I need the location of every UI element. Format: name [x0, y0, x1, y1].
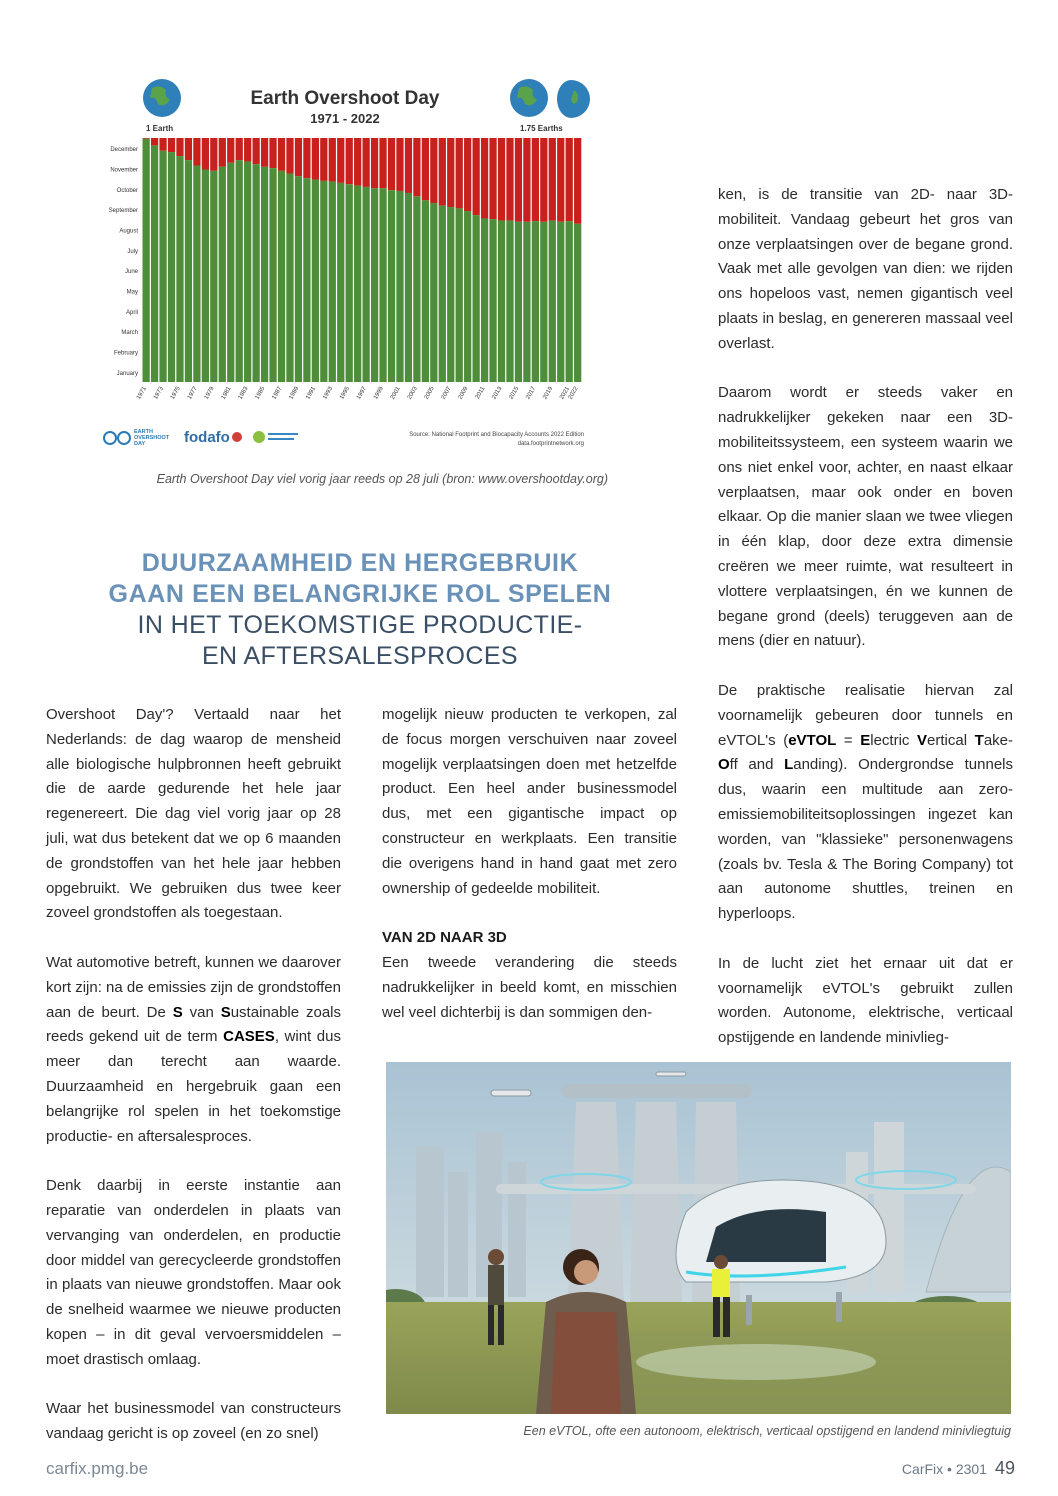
overshootday-link[interactable]: www.overshootday.org — [478, 472, 604, 486]
capacity-bar-1996 — [354, 186, 361, 382]
capacity-bar-1993 — [329, 182, 336, 382]
evtol-term: eVTOL — [788, 731, 837, 749]
overshoot-bar-2008 — [456, 138, 463, 208]
overshoot-bar-2014 — [506, 138, 513, 220]
col2-paragraph-1: mogelijk nieuw producten te verkopen, zal de focus morgen verschuiven naar zoveel mogelijk verplaatsingen doen met hetzelfde product. Een heel ander businessmodel dus, met een gigantische impact op constructeur en werkplaats. Een transitie die overigens hand in hand gaat met zero ownership of gedeelde mobiliteit. — [382, 706, 677, 897]
x-tick-label: 2007 — [440, 386, 453, 401]
globe-icon-left — [143, 79, 181, 117]
x-tick-label: 2019 — [542, 386, 555, 401]
overshoot-bar-2016 — [523, 138, 530, 222]
y-tick-label: September — [108, 208, 138, 215]
article-column-2 — [382, 703, 677, 1025]
x-tick-label: 1993 — [322, 386, 335, 401]
capacity-bar-1976 — [185, 160, 192, 382]
x-tick-label: 2005 — [423, 386, 436, 401]
overshoot-bar-1984 — [253, 138, 260, 164]
capacity-bar-1989 — [295, 176, 302, 382]
col2-paragraph-2: Een tweede verandering die steeds nadrukkelijker in beeld komt, en misschien wel veel dichterbij is dan sommigen den- — [382, 953, 677, 1021]
x-tick-label: 2017 — [525, 386, 538, 401]
globe-icon-right-1 — [510, 79, 548, 117]
chart-caption-end: ) — [603, 472, 608, 486]
x-tick-label: 1997 — [356, 386, 368, 401]
capacity-bar-2016 — [523, 222, 530, 382]
capacity-bar-2007 — [447, 207, 454, 382]
overshoot-bar-1987 — [278, 138, 285, 171]
overshoot-bar-2017 — [532, 138, 539, 221]
col3-paragraph-2: Daarom wordt er steeds vaker en nadrukkelijker gekeken naar een 3D-mobiliteitssysteem, een systeem waarin we ons niet enkel voor, achter, en naast elkaar verplaatsen, maar ook onder en boven elkaar. Op die manier slaan we twee vliegen in één klap, door deze extra dimensie creëren we meer ruimte, wat resulteert in vlottere verplaatsingen, én we kunnen de begane grond (deels) teruggeven aan de mens (dier en natuur). — [718, 384, 1013, 650]
overshoot-bar-1986 — [269, 138, 276, 168]
overshoot-bar-2005 — [430, 138, 437, 203]
y-tick-label: March — [121, 330, 138, 337]
capacity-bar-1975 — [176, 156, 183, 382]
overshoot-bar-2018 — [540, 138, 547, 222]
overshoot-bar-1980 — [219, 138, 226, 167]
capacity-bar-1983 — [244, 161, 251, 382]
capacity-bar-1988 — [286, 174, 293, 382]
overshoot-bar-1975 — [176, 138, 183, 156]
capacity-bar-2011 — [481, 218, 488, 382]
x-tick-label: 2015 — [508, 386, 521, 401]
overshoot-bar-1997 — [363, 138, 370, 187]
subheading-2d-3d: VAN 2D NAAR 3D — [382, 929, 507, 947]
capacity-bar-1986 — [269, 168, 276, 382]
photo-caption: Een eVTOL, ofte een autonoom, elektrisch, verticaal opstijgend en landend minivliegtuig — [523, 1424, 1011, 1438]
svg-text:EARTH: EARTH — [134, 429, 153, 435]
col1-paragraph-1: Overshoot Day'? Vertaald naar het Nederlands: de dag waarop de mensheid alle biologische hulpbronnen heeft gebruikt die de aarde gedurende het hele jaar regenereert. Die dag viel vorig jaar op 28 juli, wat dus betekent dat we op 6 maanden de grondstoffen van het hele jaar hebben opgebruikt. We gebruiken dus twee keer zoveel grondstoffen als toegestaan. — [46, 706, 341, 922]
capacity-bar-2008 — [456, 208, 463, 382]
footer-site-link[interactable]: carfix.pmg.be — [46, 1459, 149, 1478]
overshoot-bar-2002 — [405, 138, 412, 193]
capacity-bar-1974 — [168, 152, 175, 382]
overshoot-bar-1991 — [312, 138, 319, 180]
overshoot-bar-1999 — [379, 138, 386, 188]
overshoot-bar-1995 — [346, 138, 353, 184]
capacity-bar-1991 — [312, 180, 319, 382]
col1-paragraph-3: Denk daarbij in eerste instantie aan reparatie van onderdelen in plaats van vervanging van onderdelen, en productie door middel van gerecycleerde grondstoffen in plaats van nieuwe grondstoffen. Maar ook de snelheid waarmee we nieuwe producten kopen – in dit geval vervoersmiddelen – moet drastisch omlaag. — [46, 1177, 341, 1368]
overshoot-bar-1971 — [143, 138, 150, 139]
overshoot-bar-2007 — [447, 138, 454, 207]
x-tick-label: 2001 — [389, 386, 402, 401]
svg-text:fodafo: fodafo — [184, 429, 230, 446]
x-tick-label: 2022 — [567, 386, 580, 401]
x-tick-label: 1981 — [220, 386, 233, 401]
overshoot-bar-1996 — [354, 138, 361, 186]
overshoot-day-logo — [104, 429, 170, 447]
chart-caption — [100, 472, 608, 486]
overshoot-bar-2003 — [413, 138, 420, 196]
y-tick-label: May — [126, 289, 138, 296]
fodafo-logo — [184, 429, 242, 446]
page-number: 49 — [994, 1458, 1015, 1478]
capacity-bar-1979 — [210, 171, 217, 382]
chart-source-url: data.footprintnetwork.org — [517, 441, 584, 447]
x-tick-label: 2003 — [406, 386, 419, 401]
overshoot-bar-2010 — [473, 138, 480, 215]
x-tick-label: 1991 — [305, 386, 318, 401]
overshoot-bar-2020 — [557, 138, 564, 222]
svg-text:OVERSHOOT: OVERSHOOT — [134, 435, 170, 441]
capacity-bar-1981 — [227, 163, 234, 382]
y-tick-label: July — [127, 248, 138, 255]
overshoot-bar-1994 — [337, 138, 344, 183]
capacity-bar-1980 — [219, 167, 226, 382]
issue-label: CarFix • 2301 — [901, 1461, 987, 1477]
capacity-bar-1995 — [346, 184, 353, 382]
headline-line-2: GAAN EEN BELANGRIJKE ROL SPELEN — [108, 580, 612, 608]
x-tick-label: 1987 — [271, 386, 284, 401]
capacity-bar-1973 — [159, 151, 166, 382]
overshoot-bar-2001 — [396, 138, 403, 191]
overshoot-bar-1988 — [286, 138, 293, 174]
overshoot-bar-2021 — [566, 138, 573, 221]
capacity-bar-2021 — [566, 221, 573, 382]
overshoot-bar-1974 — [168, 138, 175, 152]
y-tick-label: February — [113, 350, 138, 357]
overshoot-chart-svg — [100, 72, 590, 462]
x-tick-label: 1983 — [237, 386, 250, 401]
capacity-bar-1998 — [371, 188, 378, 382]
overshoot-bar-1993 — [329, 138, 336, 182]
y-tick-label: June — [124, 269, 138, 276]
overshoot-bar-1982 — [236, 138, 243, 160]
capacity-bar-2002 — [405, 193, 412, 382]
x-tick-label: 2021 — [559, 386, 572, 401]
overshoot-bar-1979 — [210, 138, 217, 171]
overshoot-bar-2004 — [422, 138, 429, 200]
capacity-bar-2015 — [515, 222, 522, 382]
x-tick-label: 1975 — [169, 386, 182, 401]
y-tick-label: April — [125, 309, 138, 316]
col3-paragraph-1: ken, is de transitie van 2D- naar 3D-mobiliteit. Vandaag gebeurt het gros van onze verplaatsingen over de begane grond. Vaak met alle gevolgen van dien: we rijden ons hopeloos vast, nemen gigantisch veel plaats in beslag, en genereren massaal veel overlast. — [718, 186, 1013, 352]
overshoot-bar-2015 — [515, 138, 522, 222]
col3-paragraph-4: In de lucht ziet het ernaar uit dat er voornamelijk eVTOL's gebruikt zullen worden. Autonome, elektrische, verticaal opstijgende en landende minivlieg- — [718, 954, 1013, 1047]
capacity-bar-2000 — [388, 190, 395, 382]
overshoot-bar-2009 — [464, 138, 471, 211]
x-tick-label: 1973 — [153, 386, 165, 401]
capacity-bar-2005 — [430, 203, 437, 382]
headline-line-1: DUURZAAMHEID EN HERGEBRUIK — [141, 549, 579, 577]
capacity-bar-2003 — [413, 196, 420, 382]
footer-issue — [820, 1458, 1015, 1479]
overshoot-chart — [100, 72, 590, 462]
capacity-bar-1990 — [303, 178, 310, 382]
x-tick-label: 2011 — [474, 386, 487, 401]
overshoot-bar-1992 — [320, 138, 327, 181]
y-tick-label: January — [116, 370, 138, 377]
capacity-bar-2017 — [532, 221, 539, 382]
overshoot-bar-1998 — [371, 138, 378, 188]
x-tick-label: 1985 — [254, 386, 267, 401]
y-tick-label: August — [119, 228, 138, 235]
overshoot-bar-2013 — [498, 138, 505, 220]
capacity-bar-1985 — [261, 167, 268, 382]
svg-text:DAY: DAY — [134, 441, 146, 447]
capacity-bar-2020 — [557, 222, 564, 382]
overshoot-bar-2000 — [388, 138, 395, 190]
capacity-bar-2009 — [464, 211, 471, 382]
chart-caption-text: Earth Overshoot Day viel vorig jaar reeds op 28 juli (bron: — [156, 472, 479, 486]
x-tick-label: 1977 — [186, 386, 199, 401]
y-tick-label: November — [110, 167, 138, 174]
overshoot-bar-1973 — [159, 138, 166, 151]
globe-icon-right-2 — [557, 80, 590, 118]
y-tick-label: December — [110, 147, 138, 154]
capacity-bar-1972 — [151, 145, 158, 382]
overshoot-bar-1978 — [202, 138, 209, 170]
x-tick-label: 1999 — [373, 386, 385, 401]
chart-source: Source: National Footprint and Biocapacity Accounts 2022 Edition — [409, 432, 584, 438]
capacity-bar-2019 — [549, 220, 556, 382]
headline-line-4: EN AFTERSALESPROCES — [201, 642, 519, 670]
capacity-bar-1999 — [379, 188, 386, 382]
capacity-bar-1992 — [320, 181, 327, 382]
x-tick-label: 1989 — [288, 386, 301, 401]
overshoot-bar-1972 — [151, 138, 158, 145]
capacity-bar-1994 — [337, 183, 344, 382]
x-tick-label: 1971 — [136, 386, 148, 401]
article-column-3 — [718, 183, 1013, 1051]
overshoot-bar-2011 — [481, 138, 488, 218]
x-tick-label: 1979 — [203, 386, 216, 401]
overshoot-bar-1981 — [227, 138, 234, 163]
capacity-bar-1997 — [363, 187, 370, 382]
capacity-bar-2012 — [489, 219, 496, 382]
chart-subtitle: 1971 - 2022 — [310, 111, 380, 126]
capacity-bar-2001 — [396, 191, 403, 382]
capacity-bar-2010 — [473, 215, 480, 382]
evtol-photo — [386, 1062, 1011, 1414]
capacity-bar-2013 — [498, 220, 505, 382]
y-tick-label: October — [116, 187, 138, 194]
x-tick-label: 2009 — [457, 386, 470, 401]
headline-line-3: IN HET TOEKOMSTIGE PRODUCTIE- — [137, 611, 583, 639]
overshoot-bar-1985 — [261, 138, 268, 167]
chart-left-label: 1 Earth — [146, 124, 174, 133]
x-tick-label: 2013 — [491, 386, 504, 401]
capacity-bar-2006 — [439, 206, 446, 382]
article-column-1 — [46, 703, 341, 1447]
gfn-logo — [253, 431, 298, 443]
capacity-bar-1984 — [253, 164, 260, 382]
capacity-bar-1978 — [202, 170, 209, 382]
overshoot-bar-1989 — [295, 138, 302, 176]
overshoot-bar-1976 — [185, 138, 192, 160]
overshoot-bar-1990 — [303, 138, 310, 178]
overshoot-bar-1977 — [193, 138, 200, 165]
capacity-bar-2022 — [574, 224, 581, 382]
col3-paragraph-3: De praktische realisatie hiervan zal voornamelijk gebeuren door tunnels en eVTOL's (eVTOL = Electric Vertical Take-Off and Landing). Ondergrondse tunnels dus, waarin een multitude aan zero-emissiemobiliteitsoplossingen ingezet kan worden, van "klassieke" personenwagens (zoals bv. Tesla & The Boring Company) tot aan autonome shuttles, treinen en hyperloops. — [718, 681, 1013, 923]
chart-right-label: 1.75 Earths — [520, 124, 563, 133]
cases-term: CASES — [223, 1028, 275, 1046]
col1-paragraph-4: Waar het businessmodel van constructeurs vandaag gericht is op zoveel (en zo snel) — [46, 1400, 341, 1443]
overshoot-bar-1983 — [244, 138, 251, 161]
capacity-bar-1987 — [278, 171, 285, 382]
overshoot-bar-2012 — [489, 138, 496, 219]
capacity-bar-1982 — [236, 160, 243, 382]
capacity-bar-1971 — [143, 139, 150, 382]
col1-paragraph-2: Wat automotive betreft, kunnen we daarover kort zijn: na de emissies zijn de grondstoffen aan de beurt. De S van Sustainable zoals reeds gekend uit de term CASES, wint dus meer dan terecht aan waarde. Duurzaamheid en hergebruik gaan een belangrijke rol spelen in het toekomstige productie- en aftersalesproces. — [46, 953, 341, 1145]
capacity-bar-2014 — [506, 220, 513, 382]
overshoot-bar-2006 — [439, 138, 446, 206]
capacity-bar-2018 — [540, 222, 547, 382]
overshoot-bar-2019 — [549, 138, 556, 220]
overshoot-bar-2022 — [574, 138, 581, 224]
x-tick-label: 1995 — [339, 386, 352, 401]
capacity-bar-1977 — [193, 165, 200, 382]
section-headline — [40, 548, 680, 672]
capacity-bar-2004 — [422, 200, 429, 382]
chart-title: Earth Overshoot Day — [250, 88, 440, 109]
